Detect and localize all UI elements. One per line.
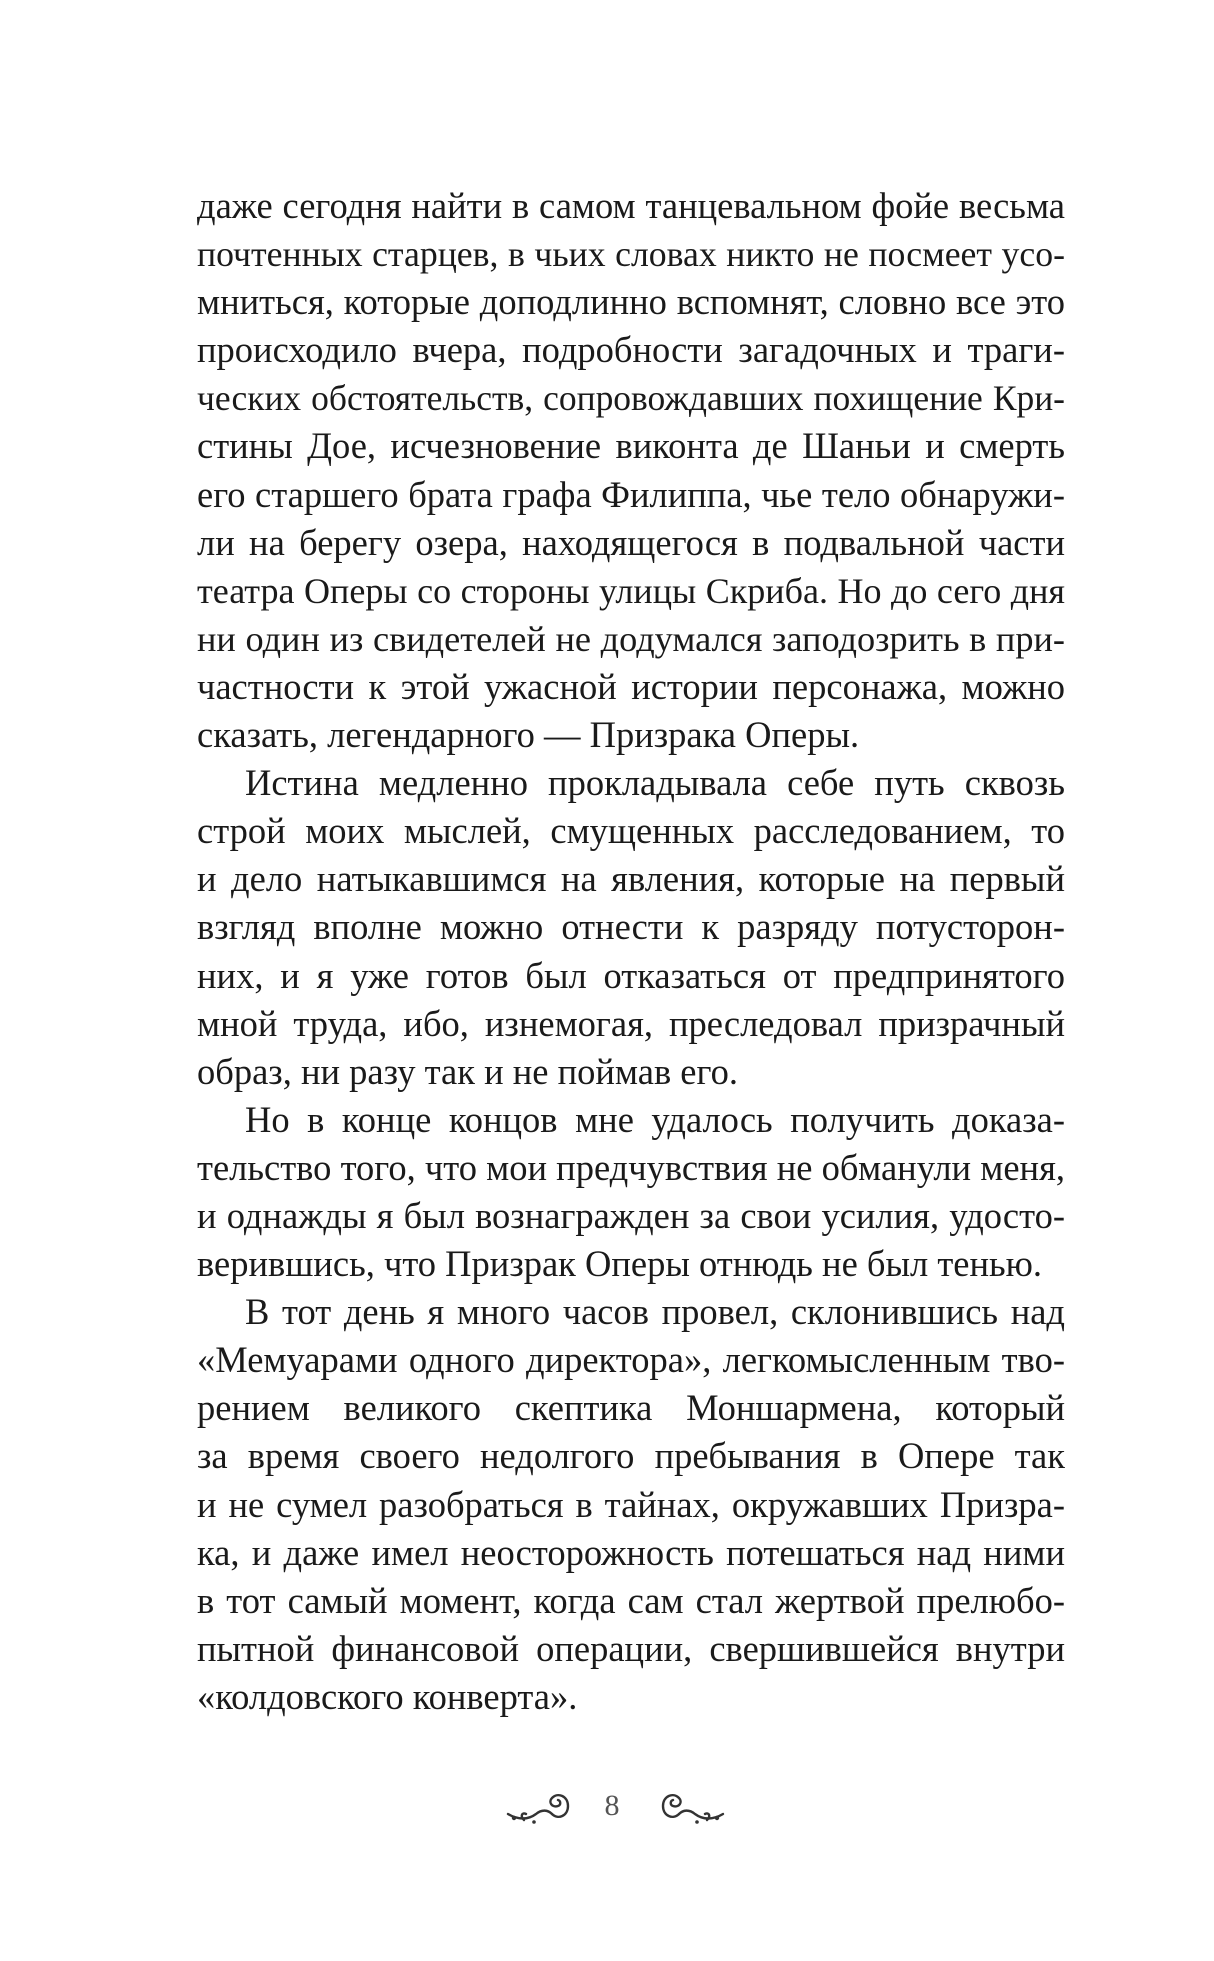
text-line: взгляд вполне можно отнести к разряду потусторон-: [197, 906, 1065, 948]
text-line: Истина медленно прокладывала себе путь сквозь: [245, 762, 1065, 804]
text-line: Но в конце концов мне удалось получить доказа-: [245, 1098, 1065, 1140]
flourish-right-icon: [655, 1784, 725, 1828]
text-line: почтенных старцев, в чьих словах никто не посмеет усо-: [197, 234, 1065, 275]
text-line: стины Дое, исчезновение виконта де Шаньи и смерть: [197, 425, 1065, 467]
flourish-left-icon: [506, 1784, 576, 1828]
text-line: и однажды я был вознагражден за свои усилия, удосто-: [197, 1194, 1065, 1236]
text-line: ка, и даже имел неосторожность потешаться над ними: [197, 1531, 1065, 1573]
text-line: «Мемуарами одного директора», легкомысленным тво-: [197, 1339, 1065, 1381]
text-line: верившись, что Призрак Оперы отнюдь не был тенью.: [197, 1243, 1043, 1285]
text-line: ни один из свидетелей не додумался заподозрить в при-: [197, 618, 1065, 659]
body-text: [197, 182, 1065, 1721]
text-line: даже сегодня найти в самом танцевальном фойе весьма: [197, 185, 1065, 226]
page-footer: [0, 1784, 1214, 1844]
text-line: тельство того, что мои предчувствия не обманули меня,: [197, 1146, 1065, 1188]
text-line: и дело натыкавшимся на явления, которые на первый: [197, 858, 1065, 900]
text-line: театра Оперы со стороны улицы Скриба. Но до сего дня: [197, 570, 1065, 611]
text-line: его старшего брата графа Филиппа, чье тело обнаружи-: [197, 473, 1065, 515]
text-line: за время своего недолгого пребывания в Опере так: [197, 1435, 1065, 1477]
text-line: образ, ни разу так и не поймав его.: [197, 1050, 738, 1092]
text-line: В тот день я много часов провел, склонившись над: [245, 1291, 1065, 1333]
paragraph: [197, 759, 1065, 1096]
text-line: них, и я уже готов был отказаться от предпринятого: [197, 954, 1065, 996]
text-line: пытной финансовой операции, свершившейся внутри: [197, 1627, 1065, 1669]
paragraph: [197, 1096, 1065, 1288]
text-line: мниться, которые доподлинно вспомнят, словно все это: [197, 281, 1065, 323]
text-line: происходило вчера, подробности загадочных и траги-: [197, 329, 1065, 371]
text-line: ческих обстоятельств, сопровождавших похищение Кри-: [197, 378, 1065, 419]
text-line: рением великого скептика Моншармена, который: [197, 1387, 1065, 1429]
text-line: частности к этой ужасной истории персонажа, можно: [197, 665, 1065, 707]
text-line: ли на берегу озера, находящегося в подвальной части: [197, 521, 1065, 563]
page-number: 8: [604, 1789, 620, 1822]
text-line: сказать, легендарного — Призрака Оперы.: [197, 714, 860, 756]
text-line: и не сумел разобраться в тайнах, окружавших Призра-: [197, 1483, 1065, 1525]
text-line: строй моих мыслей, смущенных расследованием, то: [197, 810, 1065, 852]
text-line: «колдовского конверта».: [197, 1675, 578, 1717]
paragraph: [197, 1288, 1065, 1721]
text-line: в тот самый момент, когда сам стал жертвой прелюбо-: [197, 1579, 1065, 1621]
paragraph: [197, 182, 1065, 759]
text-line: мной труда, ибо, изнемогая, преследовал призрачный: [197, 1002, 1065, 1044]
